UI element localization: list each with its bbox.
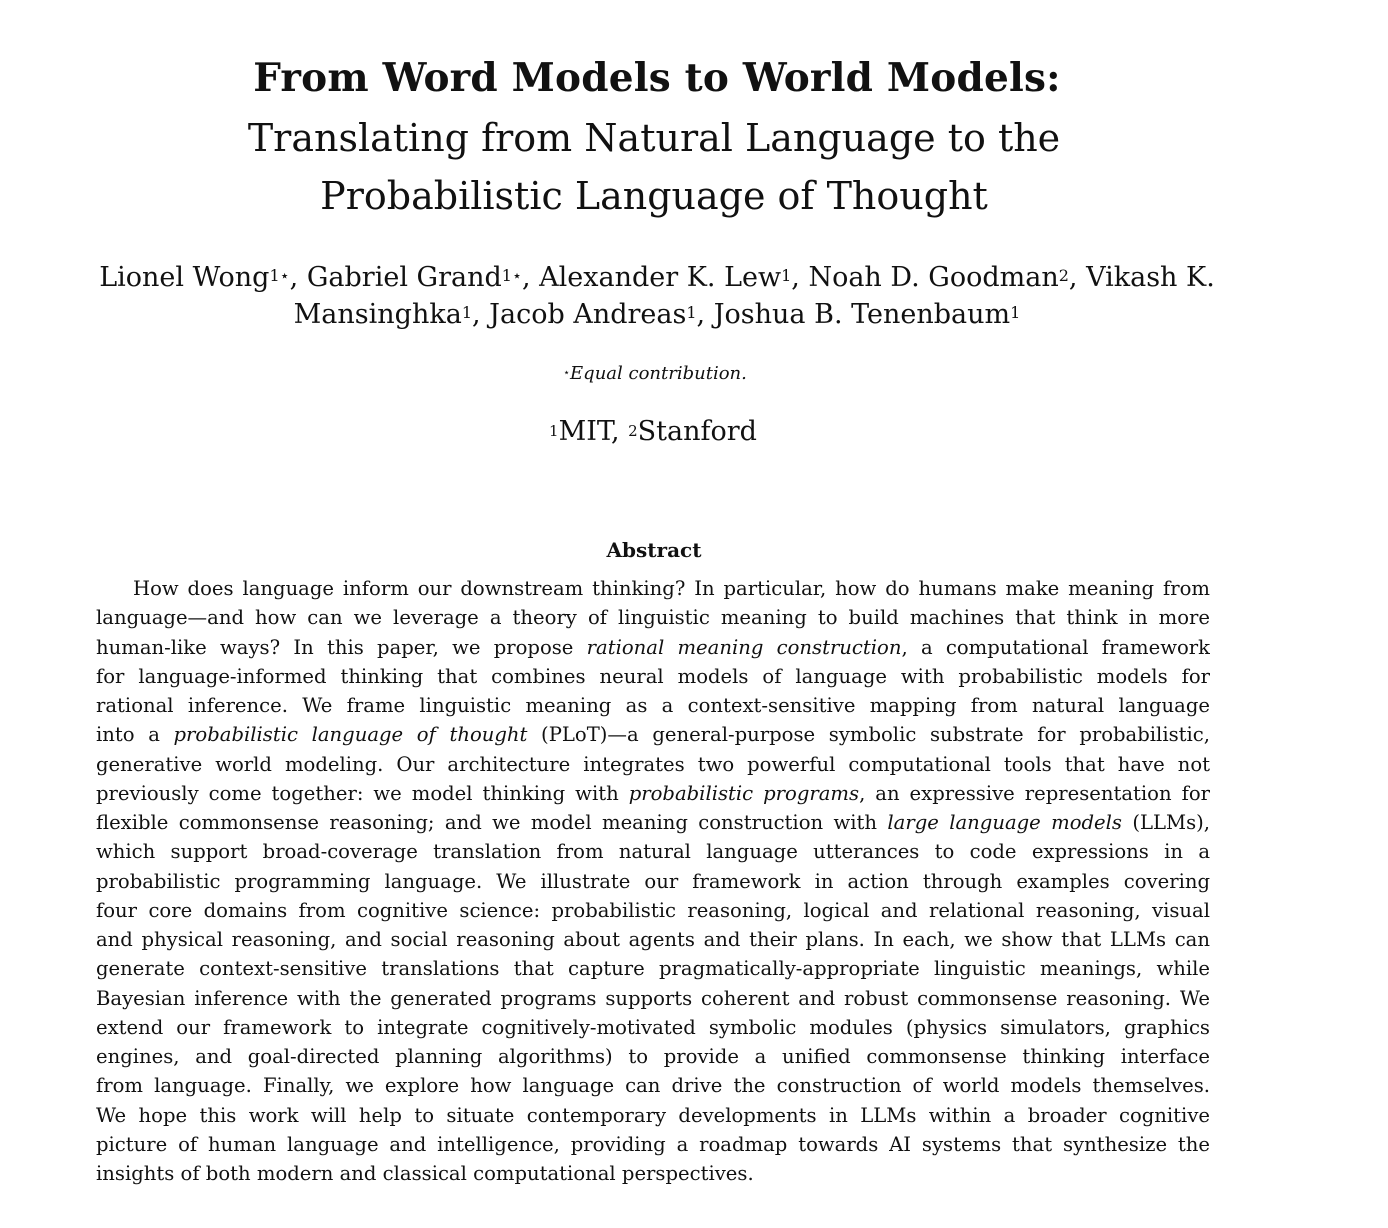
abstract-text: which support broad-coverage translation from natural language utterances to code expressions in a [96, 840, 1210, 864]
abstract-line [96, 662, 1210, 691]
abstract-emphasis: probabilistic language of thought [173, 723, 528, 747]
abstract-text: generate context-sensitive translations that capture pragmatically-appropriate linguistic meanings, while [96, 957, 1210, 981]
abstract-line [96, 867, 1210, 896]
paper-subtitle-line-1: Translating from Natural Language to the [247, 116, 1061, 160]
abstract-line [96, 896, 1210, 925]
abstract-text: language—and how can we leverage a theory of linguistic meaning to build machines that think in more [96, 606, 1210, 630]
abstract-text: insights of both modern and classical computational perspectives. [96, 1162, 754, 1185]
abstract-line [96, 633, 1210, 662]
abstract-line [96, 1071, 1210, 1100]
author: Gabriel Grand$^{1⋆}$, [306, 262, 540, 293]
abstract-body [96, 574, 1210, 1188]
abstract-line [96, 750, 1210, 779]
abstract-line [96, 1042, 1210, 1071]
abstract-text: engines, and goal-directed planning algorithms) to provide a unified commonsense thinking interface [96, 1045, 1210, 1068]
author: Noah D. Goodman$^2$, [808, 262, 1087, 293]
abstract-emphasis: probabilistic programs [628, 781, 860, 805]
abstract-text: (LLMs), [1121, 811, 1210, 834]
affiliations: $^1$MIT, $^2$Stanford [549, 416, 757, 447]
abstract-text: generative world modeling. Our architecture integrates two powerful computational tools that have not [96, 752, 1210, 776]
abstract-text: into a [96, 723, 174, 747]
abstract-line [96, 1159, 1210, 1188]
abstract-text: flexible commonsense reasoning; and we model meaning construction with [96, 811, 888, 834]
abstract-heading: Abstract [606, 538, 702, 562]
paper-title: From Word Models to World Models: [253, 55, 1061, 101]
abstract-text: Bayesian inference with the generated programs supports coherent and robust commonsense reasoning. We [96, 986, 1210, 1010]
abstract-text: , an expressive representation for [859, 781, 1210, 805]
author: Lionel Wong$^{1⋆}$, [99, 262, 307, 293]
equal-contribution-note: ⋆Equal contribution. [563, 363, 747, 384]
abstract-line [96, 925, 1210, 954]
author-list-line-1 [0, 260, 1314, 296]
abstract-text: How does language inform our downstream thinking? In particular, how do humans make meaning from [133, 577, 1210, 600]
abstract-text: previously come together: we model thinking with [96, 781, 629, 805]
abstract-line [96, 603, 1210, 632]
abstract-line [96, 984, 1210, 1013]
abstract-text: and physical reasoning, and social reasoning about agents and their plans. In each, we show that LLMs can [96, 928, 1210, 951]
abstract-line [96, 808, 1210, 837]
author: Mansinghka$^1$, [293, 299, 490, 330]
abstract-line [96, 1130, 1210, 1159]
abstract-line [96, 1101, 1210, 1130]
abstract-line [96, 779, 1210, 808]
abstract-text: probabilistic programming language. We illustrate our framework in action through examples covering [96, 869, 1210, 893]
equal-contribution-marker: ⋆ [563, 366, 571, 379]
author: Alexander K. Lew$^1$, [539, 262, 809, 293]
abstract-text: from language. Finally, we explore how language can drive the construction of world models themselves. [96, 1074, 1210, 1098]
abstract-text: (PLoT)—a general-purpose symbolic substrate for probabilistic, [527, 723, 1210, 747]
abstract-line [96, 720, 1210, 749]
abstract-text: extend our framework to integrate cognitively-motivated symbolic modules (physics simulators, graphics [96, 1015, 1210, 1039]
abstract-emphasis: large language models [887, 811, 1122, 834]
abstract-line [96, 691, 1210, 720]
author: Jacob Andreas$^1$, [489, 299, 714, 330]
abstract-line [96, 1013, 1210, 1042]
paper-subtitle-line-2: Probabilistic Language of Thought [320, 174, 988, 218]
abstract-line [96, 954, 1210, 983]
abstract-text: for language-informed thinking that combines neural models of language with probabilistic models for [96, 664, 1210, 688]
abstract-emphasis: rational meaning construction [586, 635, 902, 659]
abstract-line [96, 837, 1210, 866]
author: Vikash K. [1086, 262, 1215, 293]
abstract-text: four core domains from cognitive science: probabilistic reasoning, logical and relational reasoning, visual [96, 898, 1210, 922]
abstract-text: rational inference. We frame linguistic meaning as a context-sensitive mapping from natural language [96, 694, 1210, 717]
author: Joshua B. Tenenbaum$^1$ [713, 299, 1021, 330]
abstract-text: picture of human language and intelligence, providing a roadmap towards AI systems that synthesize the [96, 1132, 1210, 1156]
abstract-text: , a computational framework [901, 635, 1210, 659]
abstract-text: human-like ways? In this paper, we propose [96, 635, 587, 659]
abstract-text: We hope this work will help to situate contemporary developments in LLMs within a broader cognitive [96, 1103, 1210, 1127]
abstract-line [96, 574, 1210, 603]
author-list-line-2 [0, 297, 1314, 333]
